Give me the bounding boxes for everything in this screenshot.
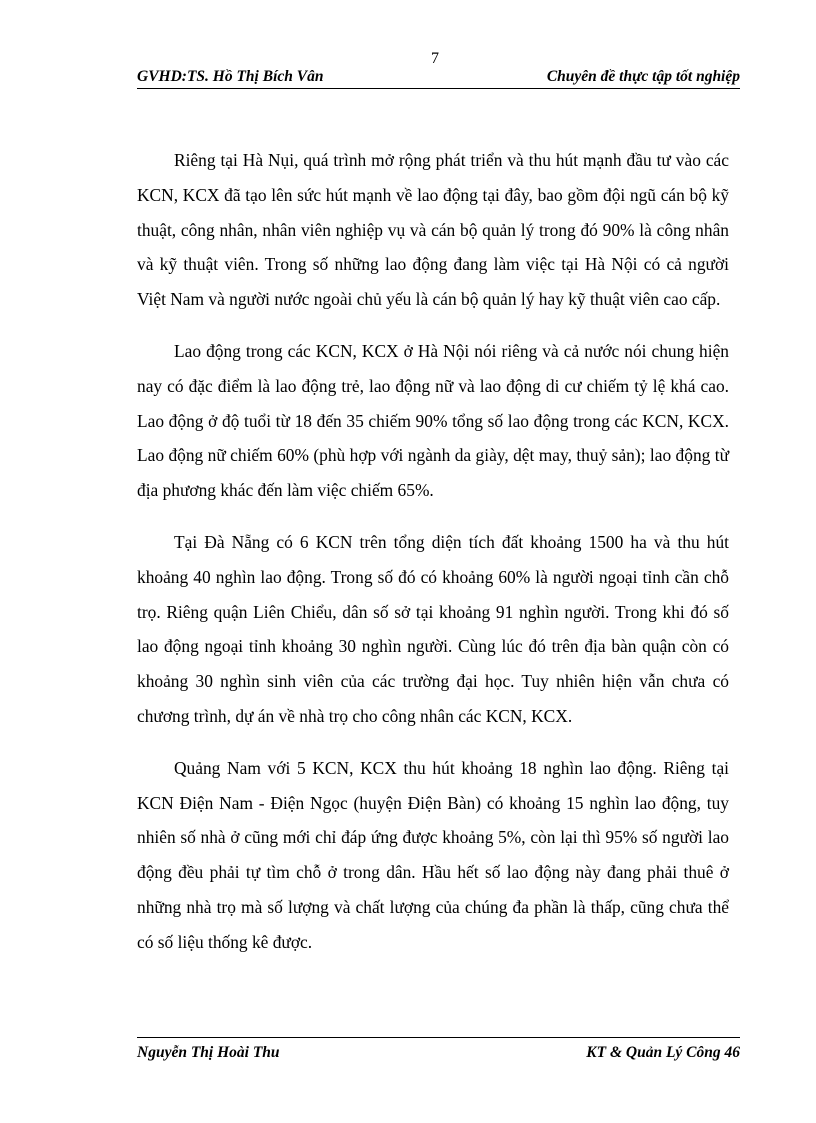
header-supervisor: GVHD:TS. Hồ Thị Bích Vân <box>137 68 324 85</box>
paragraph-labor-characteristics: Lao động trong các KCN, KCX ở Hà Nội nói riêng và cả nước nói chung hiện nay có đặc điểm là lao động trẻ, lao động nữ và lao động di cư chiếm tỷ lệ khá cao. Lao động ở độ tuổi từ 18 đến 35 chiếm 90% tổng số lao động trong các KCN, KCX. Lao động nữ chiếm 60% (phù hợp với ngành da giày, dệt may, thuỷ sản); lao động từ địa phương khác đến làm việc chiếm 65%. <box>137 340 729 501</box>
footer-class: KT & Quản Lý Công 46 <box>586 1044 740 1061</box>
footer-author: Nguyễn Thị Hoài Thu <box>137 1044 280 1061</box>
paragraph-hanoi-labor: Riêng tại Hà Nụi, quá trình mở rộng phát triển và thu hút mạnh đầu tư vào các KCN, KCX đã tạo lên sức hút mạnh về lao động tại đây, bao gồm đội ngũ cán bộ kỹ thuật, công nhân, nhân viên nghiệp vụ và cán bộ quản lý trong đó 90% là công nhân và kỹ thuật viên. Trong số những lao động đang làm việc tại Hà Nội có cả người Việt Nam và người nước ngoài chủ yếu là cán bộ quản lý hay kỹ thuật viên cao cấp. <box>137 150 729 310</box>
paragraph-danang: Tại Đà Nẵng có 6 KCN trên tổng diện tích đất khoảng 1500 ha và thu hút khoảng 40 nghìn lao động. Trong số đó có khoảng 60% là người ngoại tỉnh cần chỗ trọ. Riêng quận Liên Chiểu, dân số sở tại khoảng 91 nghìn người. Trong khi đó số lao động ngoại tỉnh khoảng 30 nghìn người. Cùng lúc đó trên địa bàn quận còn có khoảng 30 nghìn sinh viên của các trường đại học. Tuy nhiên hiện vẫn chưa có chương trình, dự án về nhà trọ cho công nhân các KCN, KCX. <box>137 531 729 726</box>
document-body <box>137 143 729 977</box>
header-report-title: Chuyên đề thực tập tốt nghiệp <box>546 68 740 85</box>
page-header <box>137 66 740 89</box>
page-number: 7 <box>431 50 439 67</box>
paragraph-quangnam: Quảng Nam với 5 KCN, KCX thu hút khoảng 18 nghìn lao động. Riêng tại KCN Điện Nam - Điện Ngọc (huyện Điện Bàn) có khoảng 15 nghìn lao động, tuy nhiên số nhà ở cũng mới chỉ đáp ứng được khoảng 5%, còn lại thì 95% số người lao động đều phải tự tìm chỗ ở trong dân. Hầu hết số lao động này đang phải thuê ở những nhà trọ mà số lượng và chất lượng của chúng đa phần là thấp, cũng chưa thể có số liệu thống kê được. <box>137 757 729 952</box>
page-footer <box>137 1037 740 1068</box>
